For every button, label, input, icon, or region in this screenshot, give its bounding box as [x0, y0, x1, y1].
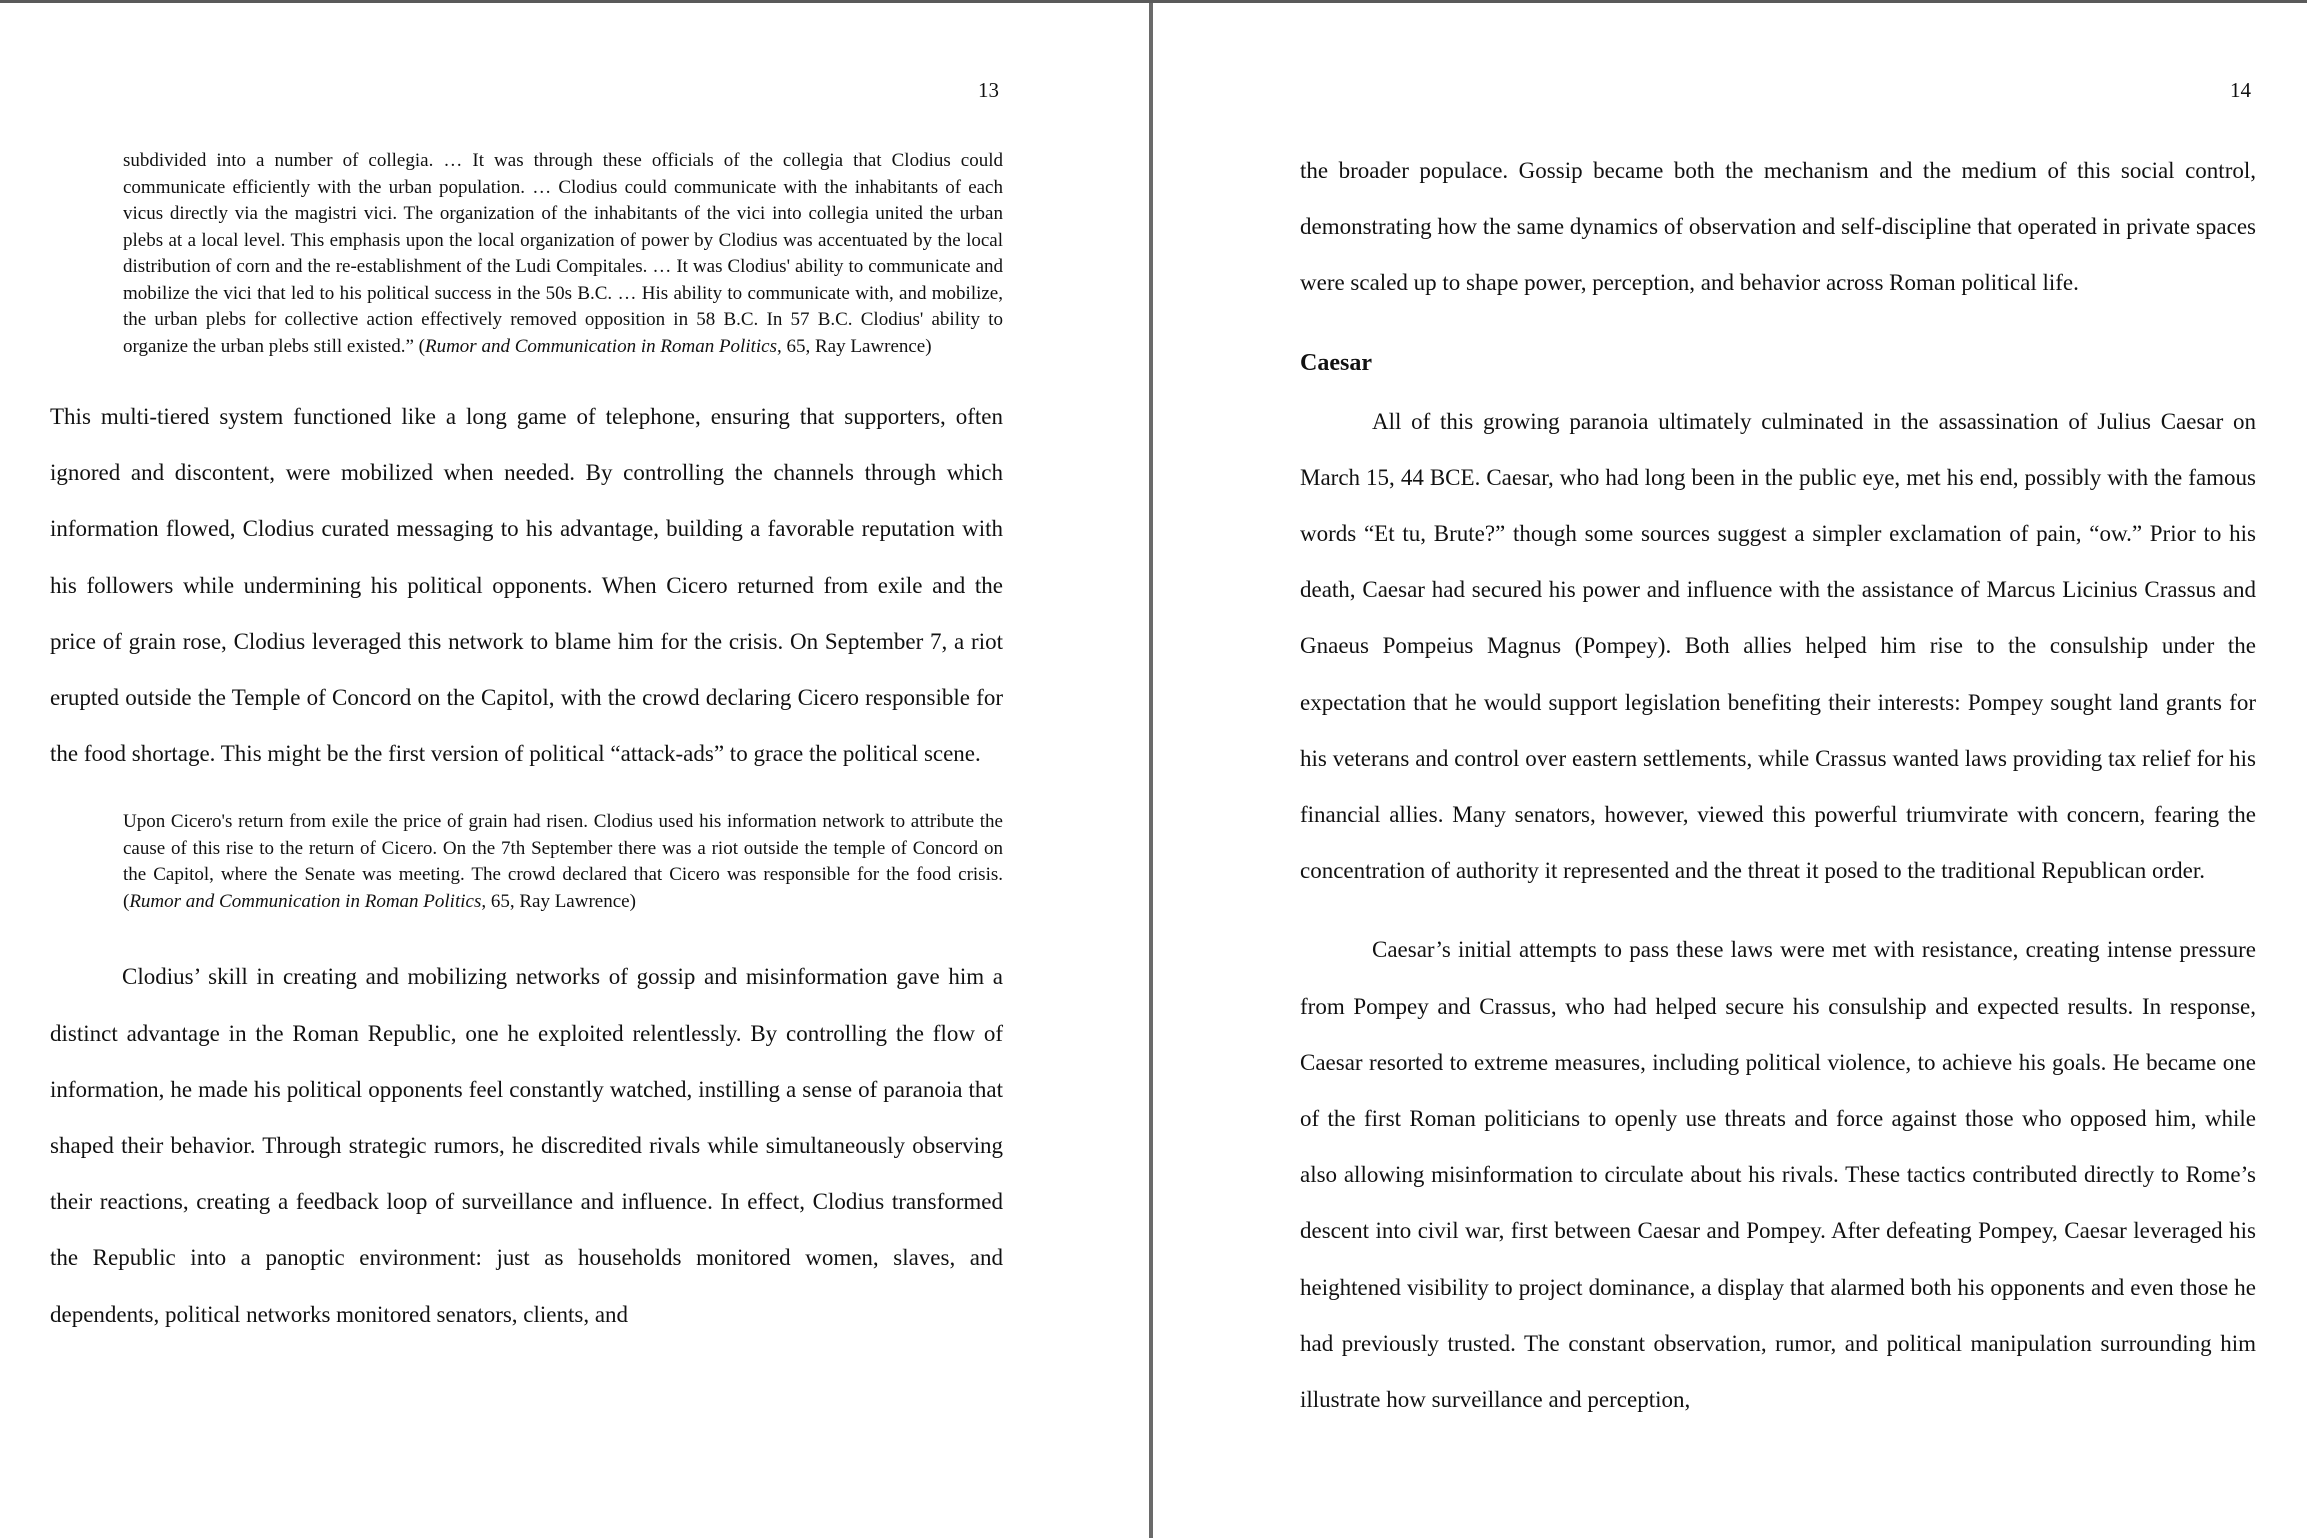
body-paragraph: All of this growing paranoia ultimately culminated in the assassination of Julius Caesar on March 15, 44 BCE. Caesar, who had long been in the public eye, met his end, possibly with the famous words “Et tu, Brute?” though some sources suggest a simpler exclamation of pain, “ow.” Prior to his death, Caesar had secured his power and influence with the assistance of Marcus Licinius Crassus and Gnaeus Pompeius Magnus (Pompey). Both allies helped him rise to the consulship under the expectation that he would support legislation benefiting their interests: Pompey sought land grants for his veterans and control over eastern settlements, while Crassus wanted laws providing tax relief for his financial allies. Many senators, however, viewed this powerful triumvirate with concern, fearing the concentration of authority it represented and the threat it posed to the traditional Republican order.: [1300, 408, 2256, 884]
page-body: [1300, 143, 2256, 1428]
page-body: [50, 148, 1003, 1343]
citation-title: Rumor and Communication in Roman Politics: [129, 890, 482, 912]
block-quote: [123, 809, 1003, 915]
page-14: [1153, 3, 2307, 1538]
body-paragraph: Caesar’s initial attempts to pass these laws were met with resistance, creating intense pressure from Pompey and Crassus, who had helped secure his consulship and expected results. In response, Caesar resorted to extreme measures, including political violence, to achieve his goals. He became one of the first Roman politicians to openly use threats and force against those who opposed him, while also allowing misinformation to circulate about his rivals. These tactics contributed directly to Rome’s descent into civil war, first between Caesar and Pompey. After defeating Pompey, Caesar leveraged his heightened visibility to project dominance, a display that alarmed both his opponents and even those he had previously trusted. The constant observation, rumor, and political manipulation surrounding him illustrate how surveillance and perception,: [1300, 937, 2256, 1413]
section-heading: Caesar: [1300, 349, 1372, 376]
page-13: [0, 3, 1149, 1538]
body-paragraph: the broader populace. Gossip became both the mechanism and the medium of this social control, demonstrating how the same dynamics of observation and self-discipline that operated in private spaces were scaled up to shape power, perception, and behavior across Roman political life.: [1300, 158, 2256, 296]
citation-details: , 65, Ray Lawrence): [777, 335, 932, 357]
citation-details: , 65, Ray Lawrence): [481, 890, 636, 912]
body-paragraph: Clodius’ skill in creating and mobilizing networks of gossip and misinformation gave him a distinct advantage in the Roman Republic, one he exploited relentlessly. By controlling the flow of information, he made his political opponents feel constantly watched, instilling a sense of paranoia that shaped their behavior. Through strategic rumors, he discredited rivals while simultaneously observing their reactions, creating a feedback loop of surveillance and influence. In effect, Clodius transformed the Republic into a panoptic environment: just as households monitored women, slaves, and dependents, political networks monitored senators, clients, and: [50, 964, 1003, 1327]
block-quote-text: subdivided into a number of collegia. … It was through these officials of the collegia that Clodius could communicate efficiently with the urban population. … Clodius could communicate with the inhabitants of each vicus directly via the magistri vici. The organization of the inhabitants of the vici into collegia united the urban plebs at a local level. This emphasis upon the local organization of power by Clodius was accentuated by the local distribution of corn and the re-establishment of the Ludi Compitales. … It was Clodius' ability to communicate and mobilize the vici that led to his political success in the 50s B.C. … His ability to communicate with, and mobilize, the urban plebs for collective action effectively removed opposition in 58 B.C. In 57 B.C. Clodius' ability to organize the urban plebs still existed.” (: [123, 150, 1003, 357]
block-quote-text: Upon Cicero's return from exile the price of grain had risen. Clodius used his information network to attribute the cause of this rise to the return of Cicero. On the 7th September there was a riot outside the temple of Concord on the Capitol, where the Senate was meeting. The crowd declared that Cicero was responsible for the food crisis. (: [123, 811, 1003, 912]
page-number: 13: [978, 78, 999, 102]
citation-title: Rumor and Communication in Roman Politics: [424, 335, 777, 357]
block-quote: [123, 148, 1003, 360]
body-paragraph: This multi-tiered system functioned like a long game of telephone, ensuring that supporters, often ignored and discontent, were mobilized when needed. By controlling the channels through which information flowed, Clodius curated messaging to his advantage, building a favorable reputation with his followers while undermining his political opponents. When Cicero returned from exile and the price of grain rose, Clodius leveraged this network to blame him for the crisis. On September 7, a riot erupted outside the Temple of Concord on the Capitol, with the crowd declaring Cicero responsible for the food shortage. This might be the first version of political “attack-ads” to grace the political scene.: [50, 404, 1003, 767]
page-number: 14: [2230, 78, 2251, 102]
